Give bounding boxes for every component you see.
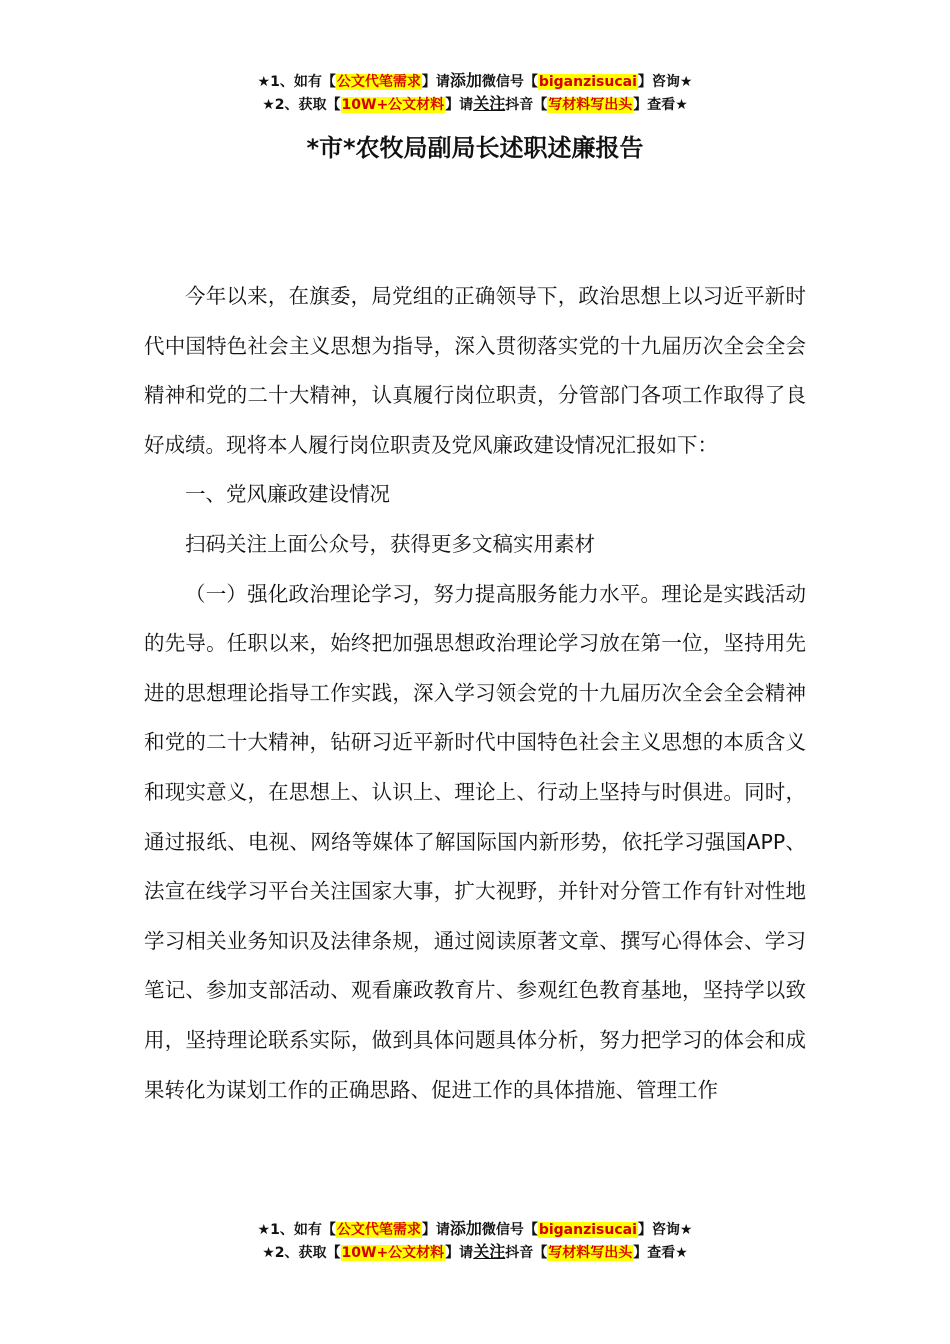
document-body	[144, 272, 806, 1115]
douyin-id: 写材料写出头	[548, 97, 633, 113]
document-title: *市*农牧局副局长述职述廉报告	[306, 134, 644, 162]
promo-line-1: ★1、如有【公文代笔需求】请添加微信号【biganzisucai】咨询★	[257, 1219, 693, 1238]
highlight-text: 公文代笔需求	[336, 1222, 421, 1238]
douyin-id: 写材料写出头	[548, 1245, 633, 1261]
highlight-text: 10W+公文材料	[341, 97, 445, 113]
section-heading: 一、党风廉政建设情况	[185, 482, 390, 507]
paragraph: 扫码关注上面公众号，获得更多文稿实用素材	[185, 531, 595, 556]
paragraph: （一）强化政治理论学习，努力提高服务能力水平。理论是实践活动的先导。任职以来，始终把加强思想政治理论学习放在第一位，坚持用先进的思想理论指导工作实践，深入学习领会党的十九届历次全会全会精神和党的二十大精神，钻研习近平新时代中国特色社会主义思想的本质含义和现实意义，在思想上、认识上、理论上、行动上坚持与时俱进。同时，通过报纸、电视、网络等媒体了解国际国内新形势，依托学习强国APP、法宣在线学习平台关注国家大事，扩大视野，并针对分管工作有针对性地学习相关业务知识及法律条规，通过阅读原著文章、撰写心得体会、学习笔记、参加支部活动、观看廉政教育片、参观红色教育基地，坚持学以致用，坚持理论联系实际，做到具体问题具体分析，努力把学习的体会和成果转化为谋划工作的正确思路、促进工作的具体措施、管理工作	[144, 581, 806, 1102]
promo-line-2: ★2、获取【10W+公文材料】请关注抖音【写材料写出头】查看★	[262, 94, 688, 113]
wechat-id: biganzisucai	[538, 74, 637, 90]
highlight-text: 公文代笔需求	[336, 74, 421, 90]
promo-line-2: ★2、获取【10W+公文材料】请关注抖音【写材料写出头】查看★	[262, 1242, 688, 1261]
footer-promo-banner	[0, 1218, 950, 1264]
wechat-id: biganzisucai	[538, 1222, 637, 1238]
header-promo-banner	[0, 70, 950, 116]
paragraph: 今年以来，在旗委，局党组的正确领导下，政治思想上以习近平新时代中国特色社会主义思想为指导，深入贯彻落实党的十九届历次全会全会精神和党的二十大精神，认真履行岗位职责，分管部门各项工作取得了良好成绩。现将本人履行岗位职责及党风廉政建设情况汇报如下：	[144, 284, 806, 457]
highlight-text: 10W+公文材料	[341, 1245, 445, 1261]
promo-line-1: ★1、如有【公文代笔需求】请添加微信号【biganzisucai】咨询★	[257, 71, 693, 90]
